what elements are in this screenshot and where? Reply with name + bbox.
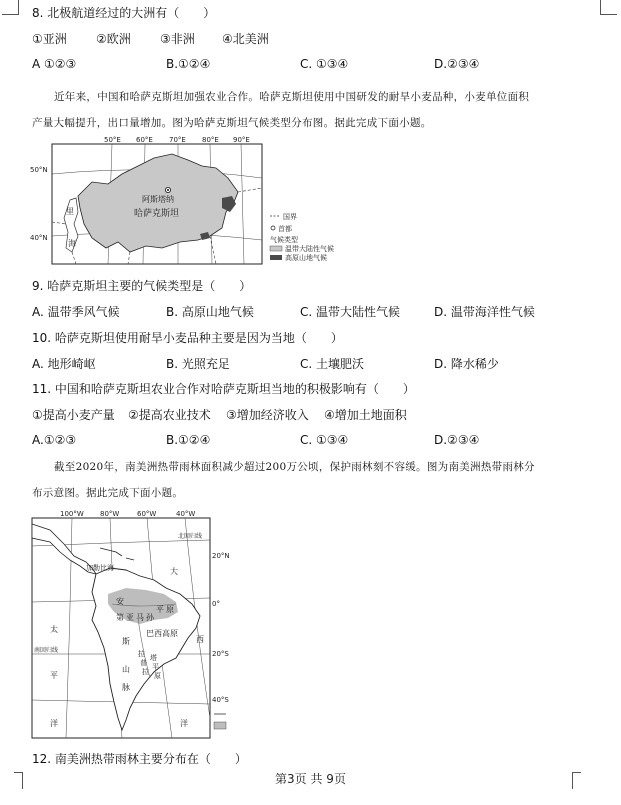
capital-label: 阿斯塔纳 bbox=[142, 195, 174, 204]
amazon-label-3: 孙 bbox=[146, 613, 154, 622]
q8-item-1: ①亚洲 bbox=[32, 32, 67, 46]
q11-option-d[interactable]: D.②③④ bbox=[434, 433, 480, 447]
brazil-highland-label: 巴西高原 bbox=[146, 629, 178, 638]
pacific-label-1: 太 bbox=[50, 625, 58, 634]
la-plata-label-3: 拉 bbox=[142, 668, 149, 676]
lat-label-40n: 40°N bbox=[30, 234, 48, 242]
passage-2-line-2: 布示意图。据此完成下面小题。 bbox=[32, 487, 184, 499]
andes-label-5: 脉 bbox=[122, 683, 130, 692]
sea-label-2: 海 bbox=[68, 239, 76, 248]
legend-title: 气候类型 bbox=[270, 236, 298, 244]
question-11-stem: 11. 中国和哈萨克斯坦农业合作对哈萨克斯坦当地的积极影响有（ ） bbox=[32, 382, 415, 396]
amazon-label-4: 平 bbox=[156, 605, 164, 614]
lon-label-80w: 80°W bbox=[100, 510, 120, 518]
q9-option-a[interactable]: A. 温带季风气候 bbox=[32, 305, 120, 319]
q8-item-3: ③非洲 bbox=[160, 32, 195, 46]
q8-option-c[interactable]: C. ①③④ bbox=[300, 57, 349, 71]
question-10-stem: 10. 哈萨克斯坦使用耐旱小麦品种主要是因为当地（ ） bbox=[32, 331, 343, 345]
page-footer: 第3页 共 9页 bbox=[275, 772, 346, 786]
q11-option-a[interactable]: A.①②③ bbox=[32, 433, 77, 447]
legend-temperate: 温带大陆性气候 bbox=[285, 245, 334, 253]
lon-label-40w: 40°W bbox=[176, 510, 196, 518]
pacific-label-3: 洋 bbox=[50, 719, 58, 728]
q9-option-b[interactable]: B. 高原山地气候 bbox=[166, 305, 254, 319]
q11-item-3: ③增加经济收入 bbox=[226, 408, 309, 422]
passage-1-line-1: 近年来，中国和哈萨克斯坦加强农业合作。哈萨克斯坦使用中国研发的耐旱小麦品种，小麦单位面积 bbox=[54, 91, 530, 103]
map1-legend bbox=[270, 212, 334, 262]
kazakhstan-climate-map bbox=[30, 136, 340, 266]
atlantic-label-2: 西 bbox=[196, 635, 204, 644]
lon-label-60w: 60°W bbox=[137, 510, 157, 518]
question-12-stem: 12. 南美洲热带雨林主要分布在（ ） bbox=[32, 752, 247, 766]
tropic-south-label: 南回归线 bbox=[34, 647, 59, 654]
legend-plateau: 高原山地气候 bbox=[285, 254, 327, 262]
q10-option-d[interactable]: D. 降水稀少 bbox=[434, 357, 499, 371]
tropic-north-label: 北回归线 bbox=[178, 533, 203, 540]
q11-item-2: ②提高农业技术 bbox=[128, 408, 211, 422]
la-plata-label-5: 平 bbox=[152, 663, 159, 671]
lon-label-90e: 90°E bbox=[233, 136, 250, 144]
q9-option-d[interactable]: D. 温带海洋性气候 bbox=[434, 305, 535, 319]
q8-option-a[interactable]: A ①②③ bbox=[32, 57, 77, 71]
q10-option-c[interactable]: C. 土壤肥沃 bbox=[300, 357, 365, 371]
lat-label-50n: 50°N bbox=[30, 166, 48, 174]
question-9-stem: 9. 哈萨克斯坦主要的气候类型是（ ） bbox=[32, 279, 252, 293]
legend-capital: 首都 bbox=[278, 225, 292, 233]
caribbean-label: 加勒比海 bbox=[86, 564, 114, 572]
passage-2-line-1: 截至2020年，南美洲热带雨林面积减少超过200万公顷，保护雨林刻不容缓。图为南美洲热带雨林分 bbox=[54, 461, 535, 473]
crop-mark-top-right bbox=[600, 0, 617, 15]
la-plata-label-6: 原 bbox=[154, 672, 161, 680]
amazon-label-5: 原 bbox=[166, 605, 174, 614]
amazon-label-2: 马 bbox=[136, 613, 144, 622]
lat-label-20s: 20°S bbox=[212, 650, 229, 658]
lon-label-50e: 50°E bbox=[104, 136, 121, 144]
q9-option-c[interactable]: C. 温带大陆性气候 bbox=[300, 305, 401, 319]
passage-1-line-2: 产量大幅提升，出口量增加。图为哈萨克斯坦气候类型分布图。据此完成下面小题。 bbox=[32, 117, 432, 129]
crop-mark-top-left bbox=[2, 0, 19, 15]
la-plata-label-2: 普 bbox=[140, 659, 147, 667]
lon-label-80e: 80°E bbox=[202, 136, 219, 144]
south-america-rainforest-map bbox=[30, 508, 240, 740]
amazon-label-1: 亚 bbox=[126, 613, 134, 622]
lat-label-20n: 20°N bbox=[212, 552, 230, 560]
q10-option-a[interactable]: A. 地形崎岖 bbox=[32, 357, 96, 371]
andes-label-2: 第 bbox=[116, 613, 124, 622]
question-8-stem: 8. 北极航道经过的大洲有（ ） bbox=[32, 6, 216, 20]
q11-item-4: ④增加土地面积 bbox=[324, 408, 407, 422]
lon-label-60e: 60°E bbox=[136, 136, 153, 144]
andes-label-4: 山 bbox=[122, 665, 130, 674]
atlantic-label-3: 洋 bbox=[180, 719, 188, 728]
andes-label-3: 斯 bbox=[122, 637, 130, 646]
q11-option-b[interactable]: B.①②④ bbox=[166, 433, 211, 447]
atlantic-label-1: 大 bbox=[170, 567, 178, 576]
la-plata-label-1: 拉 bbox=[138, 650, 145, 658]
map2-legend-forest bbox=[214, 722, 226, 729]
pacific-label-2: 平 bbox=[50, 671, 58, 680]
lat-label-0: 0° bbox=[212, 600, 220, 608]
q11-item-1: ①提高小麦产量 bbox=[32, 408, 115, 422]
andes-label-1: 安 bbox=[116, 597, 124, 606]
sea-label-1: 里 bbox=[66, 207, 74, 216]
legend-border: 国界 bbox=[283, 213, 297, 221]
lon-label-100w: 100°W bbox=[60, 510, 84, 518]
country-label: 哈萨克斯坦 bbox=[134, 209, 180, 219]
lat-label-40s: 40°S bbox=[212, 696, 229, 704]
lon-label-70e: 70°E bbox=[169, 136, 186, 144]
q8-option-b[interactable]: B.①②④ bbox=[166, 57, 211, 71]
q11-option-c[interactable]: C. ①③④ bbox=[300, 433, 349, 447]
la-plata-label-4: 塔 bbox=[150, 654, 157, 662]
q8-item-4: ④北美洲 bbox=[222, 32, 269, 46]
q10-option-b[interactable]: B. 光照充足 bbox=[166, 357, 230, 371]
q8-option-d[interactable]: D.②③④ bbox=[434, 57, 480, 71]
q8-item-2: ②欧洲 bbox=[96, 32, 131, 46]
